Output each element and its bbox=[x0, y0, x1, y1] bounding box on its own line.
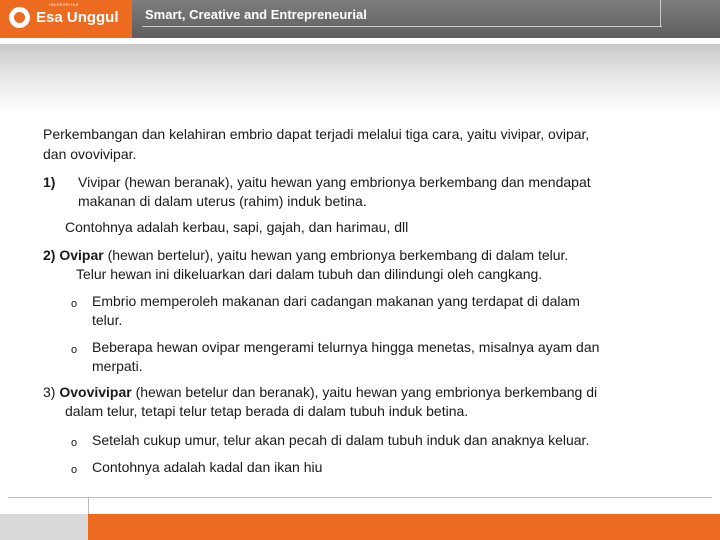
logo-subtitle: UNIVERSITAS bbox=[49, 2, 79, 7]
footer-divider bbox=[8, 497, 712, 498]
bullet-marker: o bbox=[71, 344, 78, 356]
bullet-marker: o bbox=[71, 464, 78, 476]
header-divider bbox=[142, 26, 662, 27]
item2-bullet1-line-1: Embrio memperoleh makanan dari cadangan makanan yang terdapat di dalam bbox=[92, 293, 580, 309]
item2-line-2: Telur hewan ini dikeluarkan dari dalam tubuh dan dilindungi oleh cangkang. bbox=[76, 266, 543, 282]
intro-line-2: dan ovovivipar. bbox=[43, 146, 137, 162]
item1-line-1 bbox=[78, 173, 591, 192]
item2-bullet2-line-2: merpati. bbox=[92, 358, 143, 374]
intro-line-1: Perkembangan dan kelahiran embrio dapat terjadi melalui tiga cara, yaitu vivipar, ovipar, bbox=[43, 126, 590, 142]
title-band bbox=[0, 44, 720, 114]
item2-desc: (hewan bertelur), yaitu hewan yang embrionya berkembang di dalam telur. bbox=[103, 247, 569, 263]
item3-bullet2: Contohnya adalah kadal dan ikan hiu bbox=[92, 459, 323, 475]
footer-bar bbox=[0, 514, 720, 540]
item1-term: Vivipar bbox=[78, 174, 121, 190]
item1-example: Contohnya adalah kerbau, sapi, gajah, dan harimau, dll bbox=[65, 219, 409, 235]
header-tagline: Smart, Creative and Entrepreneurial bbox=[145, 7, 367, 22]
university-logo bbox=[0, 0, 132, 38]
item2-line-1 bbox=[43, 246, 568, 265]
footer-left-block bbox=[0, 514, 88, 540]
item3-term: Ovovivipar bbox=[59, 384, 132, 400]
item1-desc: (hewan beranak), yaitu hewan yang embrionya berkembang dan mendapat bbox=[120, 174, 591, 190]
bullet-marker: o bbox=[71, 437, 78, 449]
item2-number: 2) bbox=[43, 247, 56, 263]
item2-term: Ovipar bbox=[59, 247, 104, 263]
logo-name: Esa Unggul bbox=[36, 9, 119, 26]
header-bar bbox=[0, 0, 720, 38]
bullet-marker: o bbox=[71, 298, 78, 310]
item2-bullet1-line-2: telur. bbox=[92, 312, 123, 328]
item2-bullet2-line-1: Beberapa hewan ovipar mengerami telurnya hingga menetas, misalnya ayam dan bbox=[92, 339, 600, 355]
footer-divider-tick bbox=[88, 497, 89, 514]
item1-number: 1) bbox=[43, 174, 56, 190]
logo-emblem-icon bbox=[9, 7, 30, 28]
item3-line-2: dalam telur, tetapi telur tetap berada di dalam tubuh induk betina. bbox=[65, 403, 469, 419]
header-divider-tick bbox=[660, 0, 661, 27]
item3-number: 3) bbox=[43, 384, 56, 400]
item3-line-1 bbox=[43, 383, 597, 402]
item3-bullet1: Setelah cukup umur, telur akan pecah di dalam tubuh induk dan anaknya keluar. bbox=[92, 432, 590, 448]
item1-line-2: makanan di dalam uterus (rahim) induk betina. bbox=[78, 193, 367, 209]
item3-desc: (hewan betelur dan beranak), yaitu hewan yang embrionya berkembang di bbox=[131, 384, 598, 400]
